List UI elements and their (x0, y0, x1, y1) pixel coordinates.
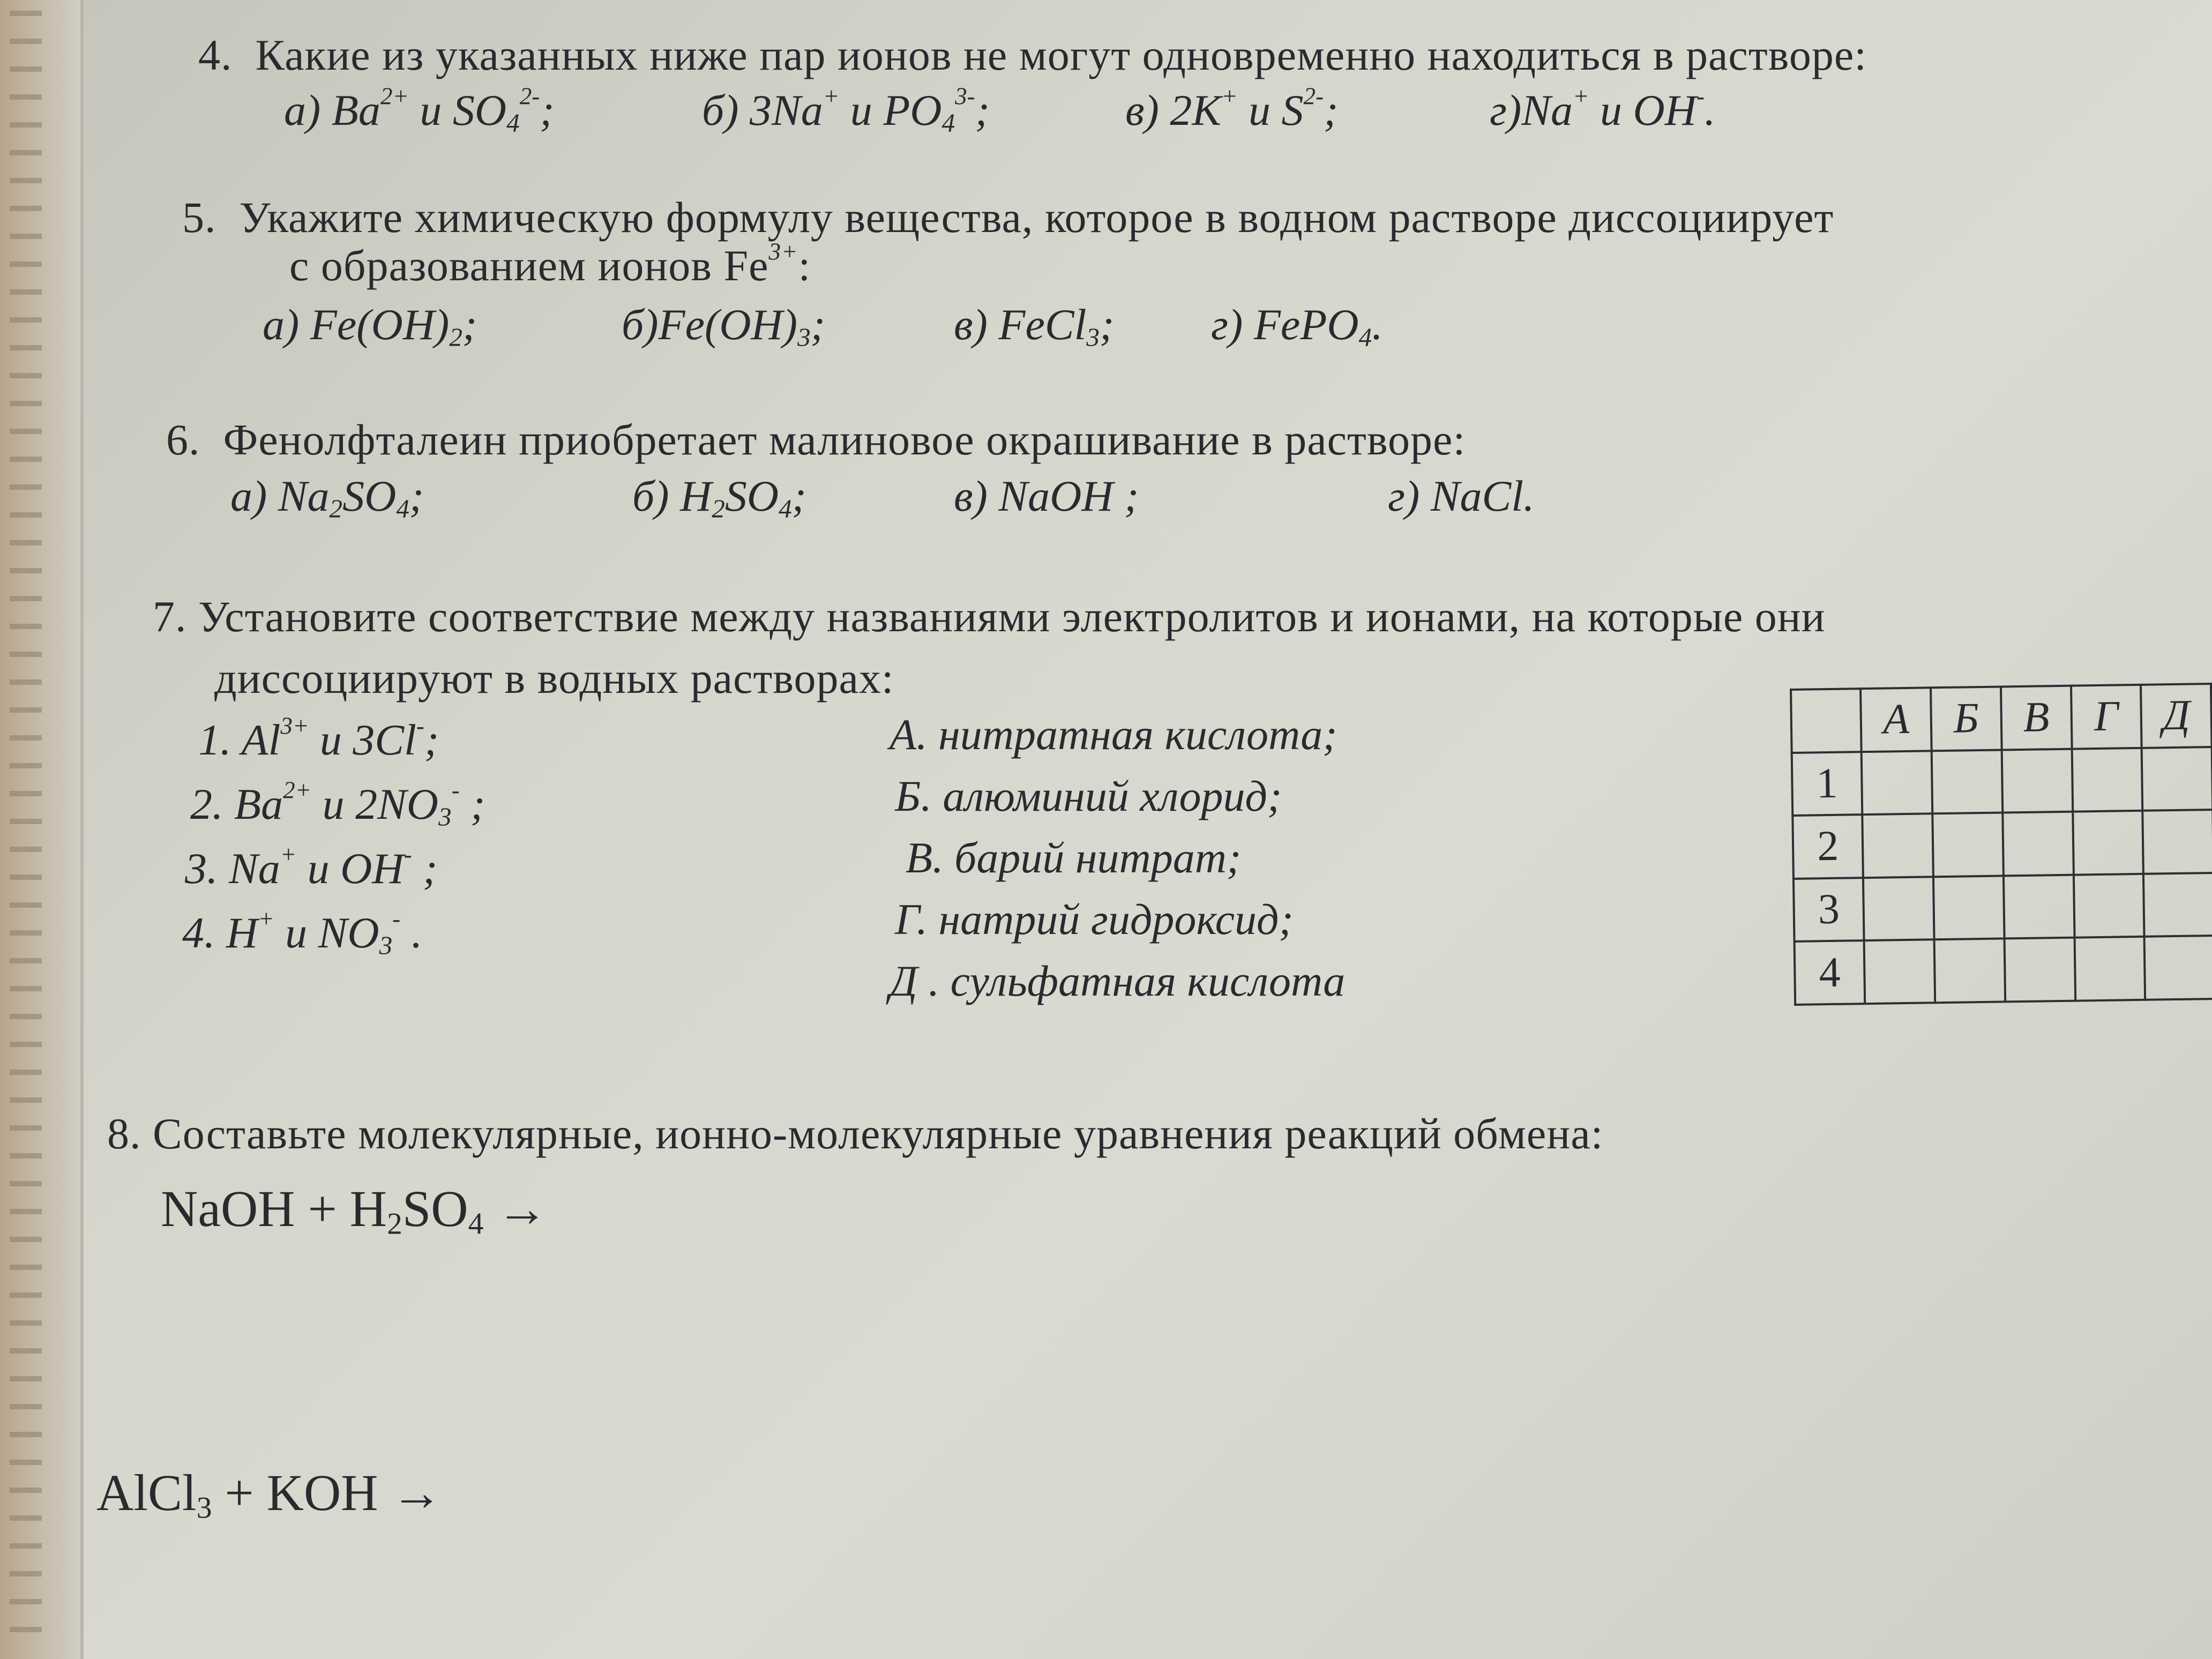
q6-option-a: а) $Na_2SO_4$; (230, 472, 424, 524)
q8-equation-2: AlCl$_3$ + KOH → (96, 1464, 443, 1525)
q7-name-g: Г. натрий гидроксид; (895, 895, 1294, 944)
answer-grid-row-label: 2 (1792, 814, 1863, 878)
answer-cell[interactable] (1934, 939, 2005, 1003)
answer-cell[interactable] (2072, 748, 2142, 811)
q7-ion-3: 3. Na+ и OH- ; (185, 841, 438, 893)
q4-option-g: г)Na+ и OH-. (1490, 83, 1716, 134)
q7-name-b: Б. алюминий хлорид; (895, 772, 1282, 820)
answer-cell[interactable] (1863, 813, 1933, 877)
answer-grid-corner (1791, 689, 1862, 752)
q6-option-b: б) $H_2SO_4$; (632, 472, 806, 524)
q5-option-a: а) $Fe(OH)_2$; (263, 300, 477, 352)
q4-title: 4. Какие из указанных ниже пар ионов не могут одновременно находиться в растворе: (198, 31, 1867, 79)
answer-cell[interactable] (1864, 940, 1935, 1004)
q4-option-a: а) $Ba^{2+}$ и $SO_4^{2-}$; (284, 83, 555, 138)
answer-cell[interactable] (2143, 873, 2212, 937)
q5-title: 5. Укажите химическую формулу вещества, которое в водном растворе диссоциирует (182, 193, 1834, 242)
q7-name-d: Д . сульфатная кислота (890, 956, 1346, 1005)
q6-option-g: г) NaCl. (1388, 472, 1535, 520)
answer-cell[interactable] (2142, 810, 2212, 873)
answer-cell[interactable] (2073, 874, 2144, 938)
answer-grid-col-b: Б (1931, 687, 2001, 751)
answer-grid-col-a: А (1860, 687, 1931, 751)
q5-option-b: $б)Fe(OH)_3$; (622, 300, 825, 352)
answer-grid-col-d: Д (2141, 684, 2212, 748)
q7-ion-1: 1. $Al^{3+}$ и 3Cl-; (198, 712, 439, 764)
answer-grid-row (1792, 747, 2212, 816)
answer-grid-row (1792, 810, 2212, 879)
answer-cell[interactable] (2002, 812, 2073, 876)
answer-cell[interactable] (2144, 936, 2212, 999)
answer-cell[interactable] (2142, 747, 2212, 811)
q8-title: 8. Составьте молекулярные, ионно-молекулярные уравнения реакций обмена: (107, 1109, 1604, 1158)
q7-ion-4: 4. H+ и $NO_3^-$ . (182, 905, 423, 960)
q6-title: 6. Фенолфталеин приобретает малиновое окрашивание в растворе: (166, 415, 1466, 464)
answer-grid-col-v: В (2001, 686, 2072, 750)
answer-grid-row (1795, 936, 2212, 1005)
answer-grid-row-label: 3 (1793, 878, 1864, 941)
q6-option-v: в) NaOH ; (954, 472, 1139, 520)
q7-ion-2: 2. $Ba^{2+}$ и $2NO_3^-$ ; (190, 776, 485, 832)
q7-title-line2: диссоциируют в водных растворах: (214, 654, 894, 703)
answer-cell[interactable] (1863, 877, 1934, 940)
answer-grid-header-row (1791, 684, 2212, 753)
q8-equation-1: NaOH + $H_2SO_4$ → (161, 1180, 548, 1241)
q7-answer-grid (1790, 683, 2212, 1006)
answer-grid-row (1793, 873, 2212, 942)
answer-cell[interactable] (1933, 876, 2004, 939)
answer-cell[interactable] (1932, 813, 2003, 877)
answer-cell[interactable] (2074, 937, 2145, 1000)
q5-title-line2: с образованием ионов $Fe^{3+}$: (289, 238, 811, 290)
answer-grid-row-label: 1 (1792, 752, 1863, 816)
q5-option-v: в) FeCl$_3$; (954, 300, 1115, 352)
q7-name-a: А. нитратная кислота; (890, 710, 1337, 759)
answer-cell[interactable] (2004, 875, 2074, 938)
q5-option-g: г) FePO$_4$. (1211, 300, 1383, 352)
q7-name-v: В. барий нитрат; (906, 833, 1242, 882)
answer-grid-col-g: Г (2071, 685, 2141, 749)
answer-grid-row-label: 4 (1795, 940, 1865, 1004)
answer-cell[interactable] (1932, 750, 2002, 813)
q7-title: 7. Установите соответствие между названиями электролитов и ионами, на которые они (153, 592, 1826, 641)
q4-option-b: б) 3Na+ и $PO_4^{3-}$; (702, 83, 990, 138)
answer-cell[interactable] (2073, 811, 2143, 875)
answer-cell[interactable] (2004, 938, 2075, 1002)
answer-cell[interactable] (2001, 749, 2072, 812)
q4-option-v: в) 2K+ и $S^{2-}$; (1125, 83, 1339, 134)
answer-cell[interactable] (1862, 751, 1932, 814)
